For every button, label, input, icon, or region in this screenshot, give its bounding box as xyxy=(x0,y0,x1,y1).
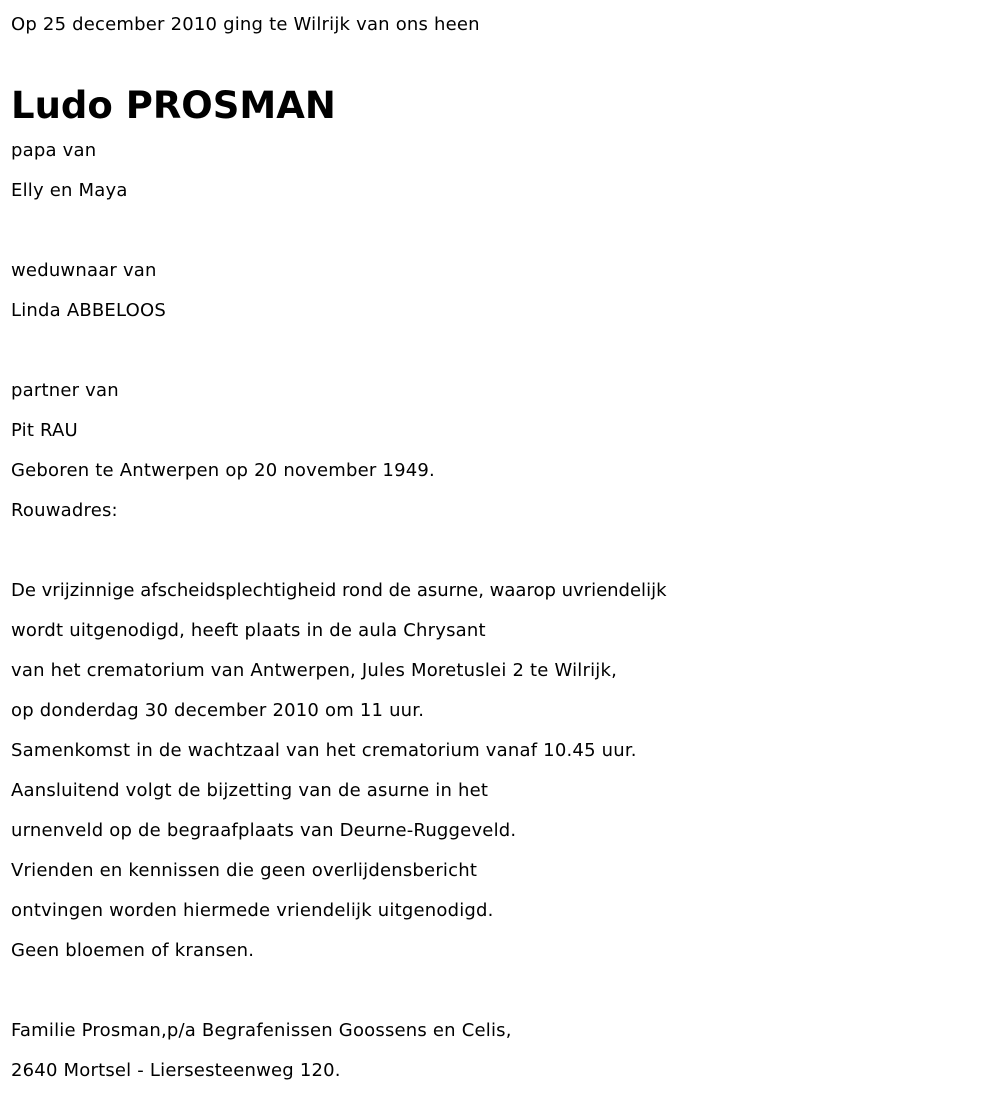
relation-names-spouse: Linda ABBELOOS xyxy=(11,300,166,321)
ceremony-line: urnenveld op de begraafplaats van Deurne-Ruggeveld. xyxy=(11,820,517,841)
contact-line: Familie Prosman,p/a Begrafenissen Goossens en Celis, xyxy=(11,1020,512,1041)
relation-names-children: Elly en Maya xyxy=(11,180,128,201)
ceremony-line: Aansluitend volgt de bijzetting van de asurne in het xyxy=(11,780,489,801)
death-notice xyxy=(11,0,996,1091)
spacer xyxy=(11,331,996,371)
birth-line: Geboren te Antwerpen op 20 november 1949. xyxy=(11,460,435,481)
address-label: Rouwadres: xyxy=(11,500,118,521)
contact-line: 2640 Mortsel - Liersesteenweg 120. xyxy=(11,1060,341,1081)
ceremony-line: van het crematorium van Antwerpen, Jules Moretuslei 2 te Wilrijk, xyxy=(11,660,618,681)
ceremony-line: Geen bloemen of kransen. xyxy=(11,940,255,961)
relation-role-father: papa van xyxy=(11,140,97,161)
intro-line: Op 25 december 2010 ging te Wilrijk van ons heen xyxy=(11,14,480,35)
spacer xyxy=(11,211,996,251)
ceremony-line: Samenkomst in de wachtzaal van het crematorium vanaf 10.45 uur. xyxy=(11,740,637,761)
spacer xyxy=(11,531,996,571)
ceremony-line: De vrijzinnige afscheidsplechtigheid rond de asurne, waarop uvriendelijk xyxy=(11,580,667,601)
relation-names-partner: Pit RAU xyxy=(11,420,78,441)
deceased-name: Ludo PROSMAN xyxy=(11,84,336,127)
relation-role-partner: partner van xyxy=(11,380,119,401)
relation-role-widower: weduwnaar van xyxy=(11,260,157,281)
ceremony-line: wordt uitgenodigd, heeft plaats in de aula Chrysant xyxy=(11,620,486,641)
ceremony-line: ontvingen worden hiermede vriendelijk uitgenodigd. xyxy=(11,900,494,921)
ceremony-line: Vrienden en kennissen die geen overlijdensbericht xyxy=(11,860,478,881)
ceremony-line: op donderdag 30 december 2010 om 11 uur. xyxy=(11,700,425,721)
spacer xyxy=(11,971,996,1011)
